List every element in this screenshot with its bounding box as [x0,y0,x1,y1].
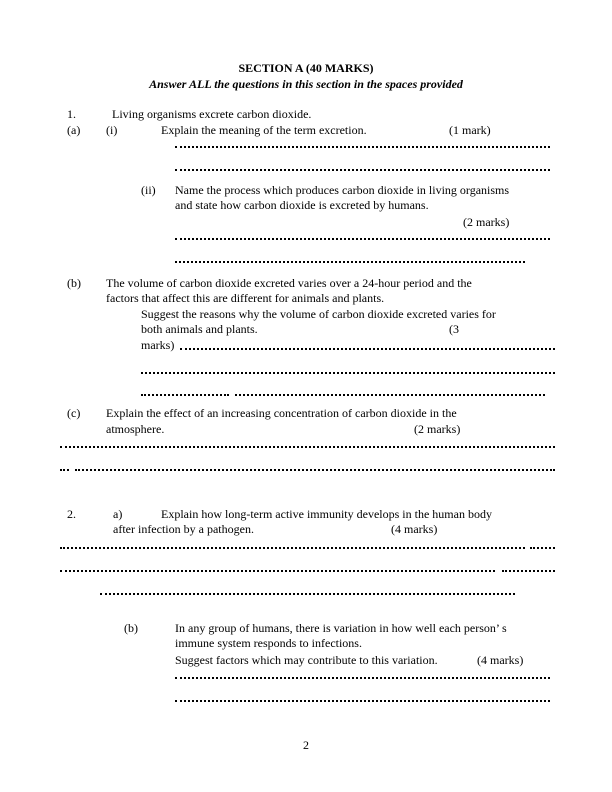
answer-line[interactable] [60,446,555,448]
q1b-marks-part1: (3 [449,322,459,336]
answer-line[interactable] [180,348,555,350]
answer-line[interactable] [235,394,545,396]
answer-line[interactable] [100,593,515,595]
section-title: SECTION A (40 MARKS) [238,61,374,75]
q1c-marks: (2 marks) [414,422,461,436]
answer-line[interactable] [175,146,550,148]
answer-line[interactable] [60,547,525,549]
q1b-line3: Suggest the reasons why the volume of carbon dioxide excreted varies for [141,307,496,321]
q1b-label: (b) [67,276,81,290]
q1b-line2: factors that affect this are different for animals and plants. [106,291,385,305]
q1b-line1: The volume of carbon dioxide excreted varies over a 24-hour period and the [106,276,472,290]
q2b-label: (b) [124,621,138,635]
answer-line[interactable] [75,469,555,471]
answer-line[interactable] [141,372,555,374]
q2a-marks: (4 marks) [391,522,438,536]
q2a-line2: after infection by a pathogen. [113,522,254,536]
answer-line[interactable] [60,469,69,471]
answer-line[interactable] [530,547,555,549]
question-1-stem: Living organisms excrete carbon dioxide. [112,107,312,121]
q1b-line4: both animals and plants. [141,322,258,336]
answer-line[interactable] [175,700,550,702]
question-2-number: 2. [67,507,76,521]
q2b-marks: (4 marks) [477,653,524,667]
q1c-line2: atmosphere. [106,422,165,436]
q2b-line1: In any group of humans, there is variation in how well each person’ s [175,621,507,635]
q1a-i-text: Explain the meaning of the term excretion. [161,123,367,137]
q2b-line2: immune system responds to infections. [175,636,362,650]
q1c-line1: Explain the effect of an increasing concentration of carbon dioxide in the [106,406,457,420]
q1a-i-label: (i) [106,123,118,137]
q1b-marks-part2: marks) [141,338,175,352]
q2a-line1: Explain how long-term active immunity develops in the human body [161,507,492,521]
answer-line[interactable] [141,394,229,396]
q1a-ii-label: (ii) [141,183,156,197]
question-1-number: 1. [67,107,76,121]
q1c-label: (c) [67,406,81,420]
q1a-ii-line1: Name the process which produces carbon dioxide in living organisms [175,183,510,197]
q2b-line3: Suggest factors which may contribute to this variation. [175,653,438,667]
answer-line[interactable] [175,169,550,171]
answer-line[interactable] [175,677,550,679]
page-number: 2 [303,738,309,752]
answer-line[interactable] [502,570,555,572]
q1a-label: (a) [67,123,81,137]
q1a-ii-marks: (2 marks) [463,215,510,229]
answer-line[interactable] [175,238,550,240]
q1a-ii-line2: and state how carbon dioxide is excreted by humans. [175,198,429,212]
q2a-label: a) [113,507,123,521]
answer-line[interactable] [60,570,495,572]
q1a-i-marks: (1 mark) [449,123,491,137]
answer-line[interactable] [175,261,525,263]
section-instruction: Answer ALL the questions in this section in the spaces provided [149,77,463,91]
